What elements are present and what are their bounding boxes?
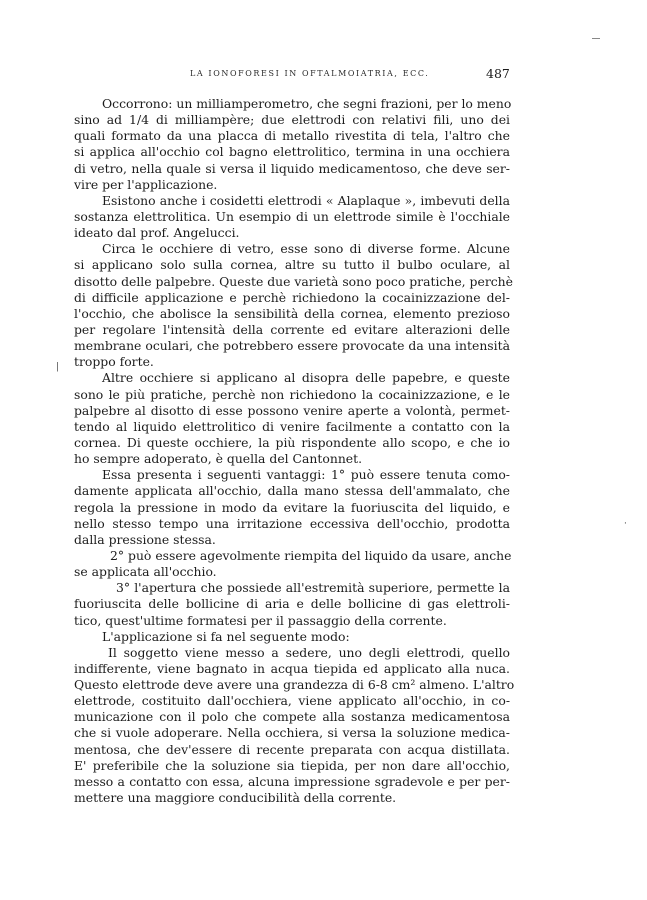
running-head: LA IONOFORESI IN OFTALMOIATRIA, ECC. <box>190 69 430 78</box>
text-line: sino ad 1/4 di milliampère; due elettrodi con relativi fili, uno dei <box>74 112 510 128</box>
text-line: membrane oculari, che potrebbero essere provocate da una intensità <box>74 338 510 354</box>
text-line: vire per l'applicazione. <box>74 176 218 192</box>
text-line: l'occhio, che abolisce la sensibilità della cornea, elemento prezioso <box>74 305 510 321</box>
text-line: Questo elettrode deve avere una grandezza di 6-8 cm² almeno. L'altro <box>74 677 515 693</box>
text-line: di difficile applicazione e perchè richiedono la cocainizzazione del- <box>74 289 510 305</box>
margin-mark: | <box>56 362 60 372</box>
margin-mark <box>592 38 600 39</box>
text-line: tico, quest'ultime formatesi per il passaggio della corrente. <box>74 612 447 628</box>
text-line: indifferente, viene bagnato in acqua tiepida ed applicato alla nuca. <box>74 660 510 676</box>
text-line: Altre occhiere si applicano al disopra delle papebre, e queste <box>102 370 510 386</box>
text-line: municazione con il polo che compete alla sostanza medicamentosa <box>74 709 510 725</box>
text-line: Essa presenta i seguenti vantaggi: 1° può essere tenuta como- <box>102 467 510 483</box>
text-line: quali formato da una placca di metallo rivestita di tela, l'altro che <box>74 128 510 144</box>
text-line: mettere una maggiore conducibilità della corrente. <box>74 790 397 806</box>
text-line: ho sempre adoperato, è quella del Cantonnet. <box>74 451 363 467</box>
text-line: ideato dal prof. Angelucci. <box>74 225 240 241</box>
text-line: messo a contatto con essa, alcuna impressione sgradevole e per per- <box>74 773 510 789</box>
text-line: 2° può essere agevolmente riempita del liquido da usare, anche <box>110 547 512 563</box>
margin-mark: · <box>624 519 627 529</box>
text-line: cornea. Di queste occhiere, la più rispondente allo scopo, e che io <box>74 434 510 450</box>
text-line: damente applicata all'occhio, dalla mano stessa dell'ammalato, che <box>74 483 510 499</box>
text-line: fuoriuscita delle bollicine di aria e delle bollicine di gas elettroli- <box>74 596 510 612</box>
text-line: se applicata all'occhio. <box>74 564 217 580</box>
text-line: tendo al liquido elettrolitico di venire facilmente a contatto con la <box>74 418 510 434</box>
text-line: Occorrono: un milliamperometro, che segni frazioni, per lo meno <box>102 96 512 111</box>
text-line: nello stesso tempo una irritazione eccessiva dell'occhio, prodotta <box>74 515 510 531</box>
text-line: per regolare l'intensità della corrente ed evitare alterazioni delle <box>74 321 510 337</box>
text-line: troppo forte. <box>74 354 154 370</box>
text-line: 3° l'apertura che possiede all'estremità superiore, permette la <box>116 580 510 596</box>
text-line: si applicano solo sulla cornea, altre su tutto il bulbo oculare, al <box>74 257 510 273</box>
text-line: mentosa, che dev'essere di recente preparata con acqua distillata. <box>74 741 510 757</box>
text-line: regola la pressione in modo da evitare la fuoriuscita del liquido, e <box>74 499 510 515</box>
text-line: elettrode, costituito dall'occhiera, viene applicato all'occhio, in co- <box>74 693 510 709</box>
text-line: Circa le occhiere di vetro, esse sono di diverse forme. Alcune <box>102 241 510 257</box>
text-line: palpebre al disotto di esse possono venire aperte a volontà, permet- <box>74 402 510 418</box>
text-line: sono le più pratiche, perchè non richiedono la cocainizzazione, e le <box>74 386 510 402</box>
text-line: dalla pressione stessa. <box>74 531 216 547</box>
body-text <box>74 96 515 806</box>
text-line: sostanza elettrolitica. Un esempio di un elettrode simile è l'occhiale <box>74 208 510 224</box>
text-line: E' preferibile che la soluzione sia tiepida, per non dare all'occhio, <box>74 757 510 773</box>
text-line: che si vuole adoperare. Nella occhiera, si versa la soluzione medica- <box>74 725 510 741</box>
page-number: 487 <box>486 66 510 81</box>
text-line: si applica all'occhio col bagno elettrolitico, termina in una occhiera <box>74 144 510 160</box>
text-line: L'applicazione si fa nel seguente modo: <box>102 628 350 644</box>
text-line: di vetro, nella quale si versa il liquido medicamentoso, che deve ser- <box>74 160 510 176</box>
text-line: Esistono anche i cosidetti elettrodi « Alaplaque », imbevuti della <box>102 192 510 208</box>
text-line: disotto delle palpebre. Queste due varietà sono poco pratiche, perchè <box>74 273 513 289</box>
text-line: Il soggetto viene messo a sedere, uno degli elettrodi, quello <box>108 644 510 660</box>
